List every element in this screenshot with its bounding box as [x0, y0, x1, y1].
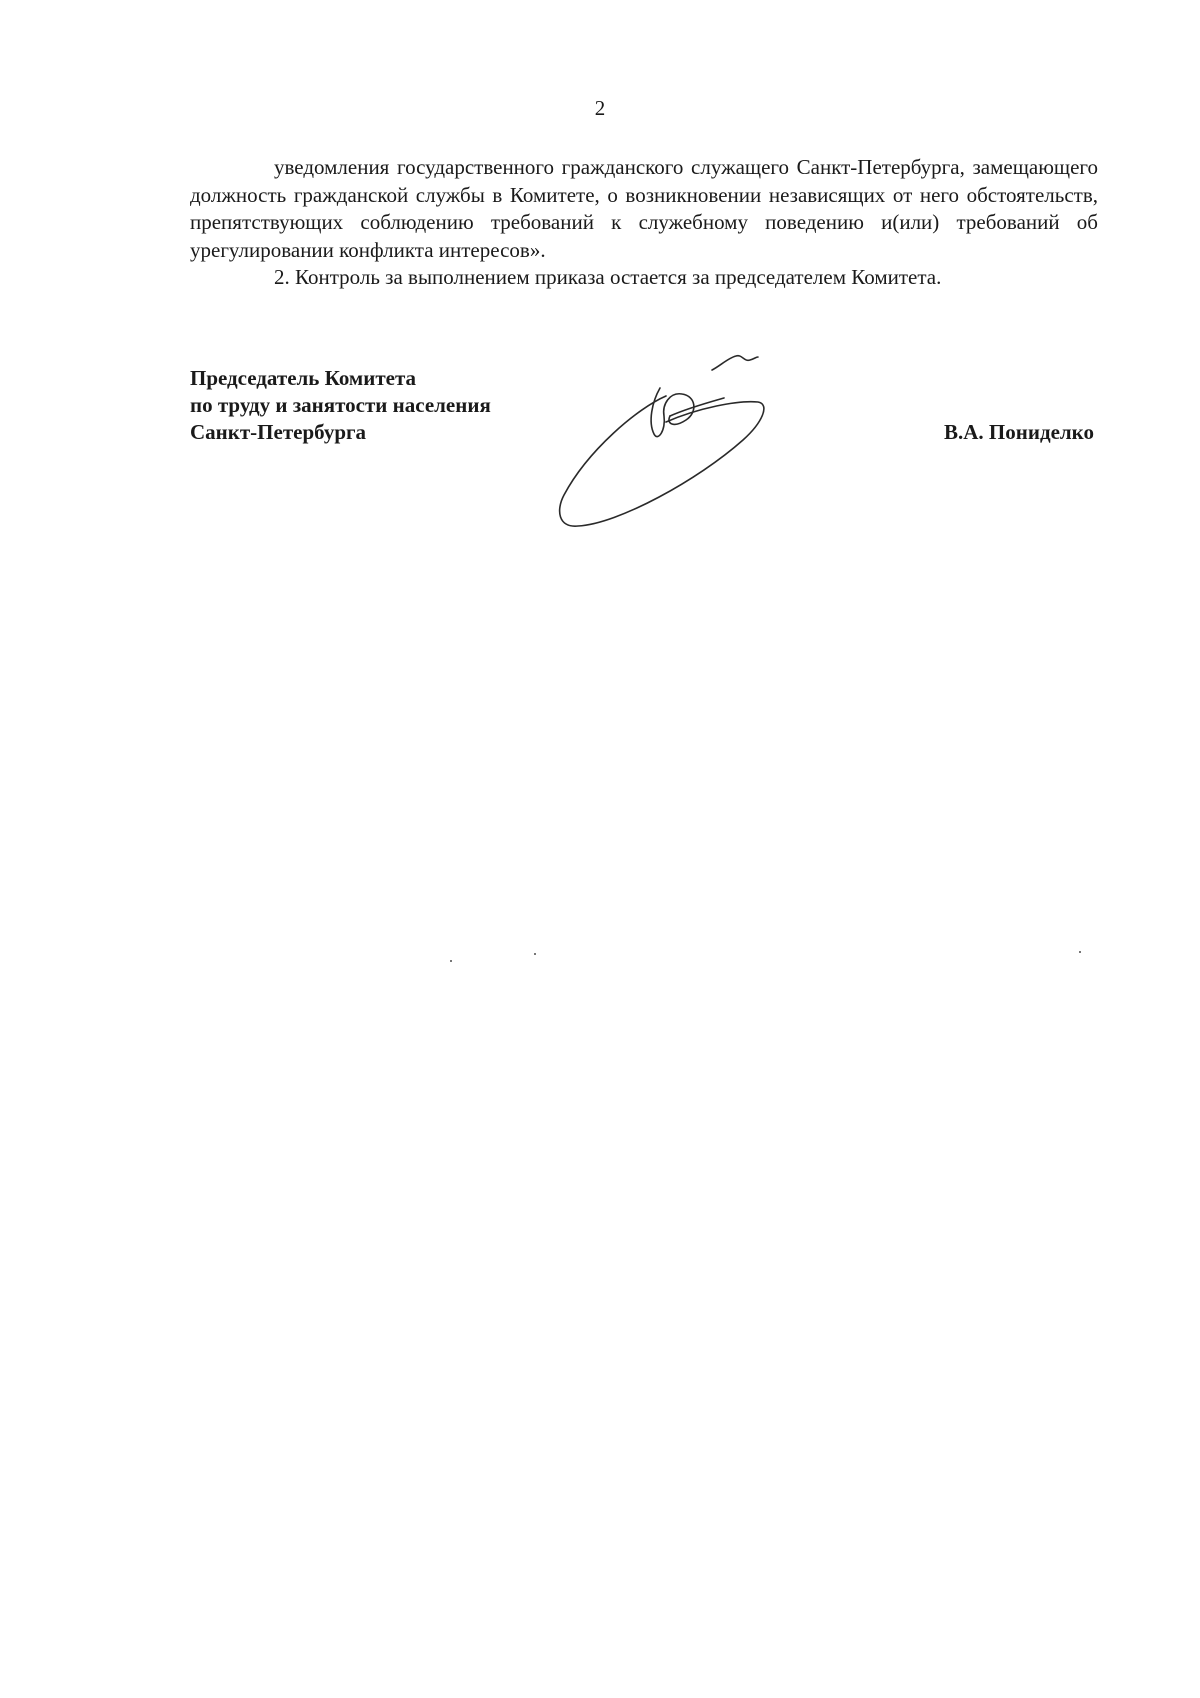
- page-number: 2: [594, 96, 606, 120]
- scan-speck: [1079, 951, 1081, 953]
- signer-title-line: по труду и занятости населения: [190, 393, 491, 417]
- scan-speck: [450, 960, 452, 962]
- scan-speck: [534, 953, 536, 955]
- signer-title-block: [190, 365, 491, 446]
- document-body: [190, 154, 1098, 292]
- signer-title-line: Председатель Комитета: [190, 366, 417, 390]
- handwritten-signature: [548, 330, 828, 530]
- paragraph-control-clause: 2. Контроль за выполнением приказа остается за председателем Комитета.: [274, 265, 942, 289]
- signer-name: В.А. Пониделко: [943, 420, 1094, 444]
- paragraph-continuation: уведомления государственного гражданского служащего Санкт-Петербурга, замещающего должность гражданской службы в Комитете, о возникновении независящих от него обстоятельств, препятствующих соблюдению требований к служебному поведению и(или) требований об урегулировании конфликта интересов».: [190, 155, 1098, 262]
- signer-title-line: Санкт-Петербурга: [190, 420, 367, 444]
